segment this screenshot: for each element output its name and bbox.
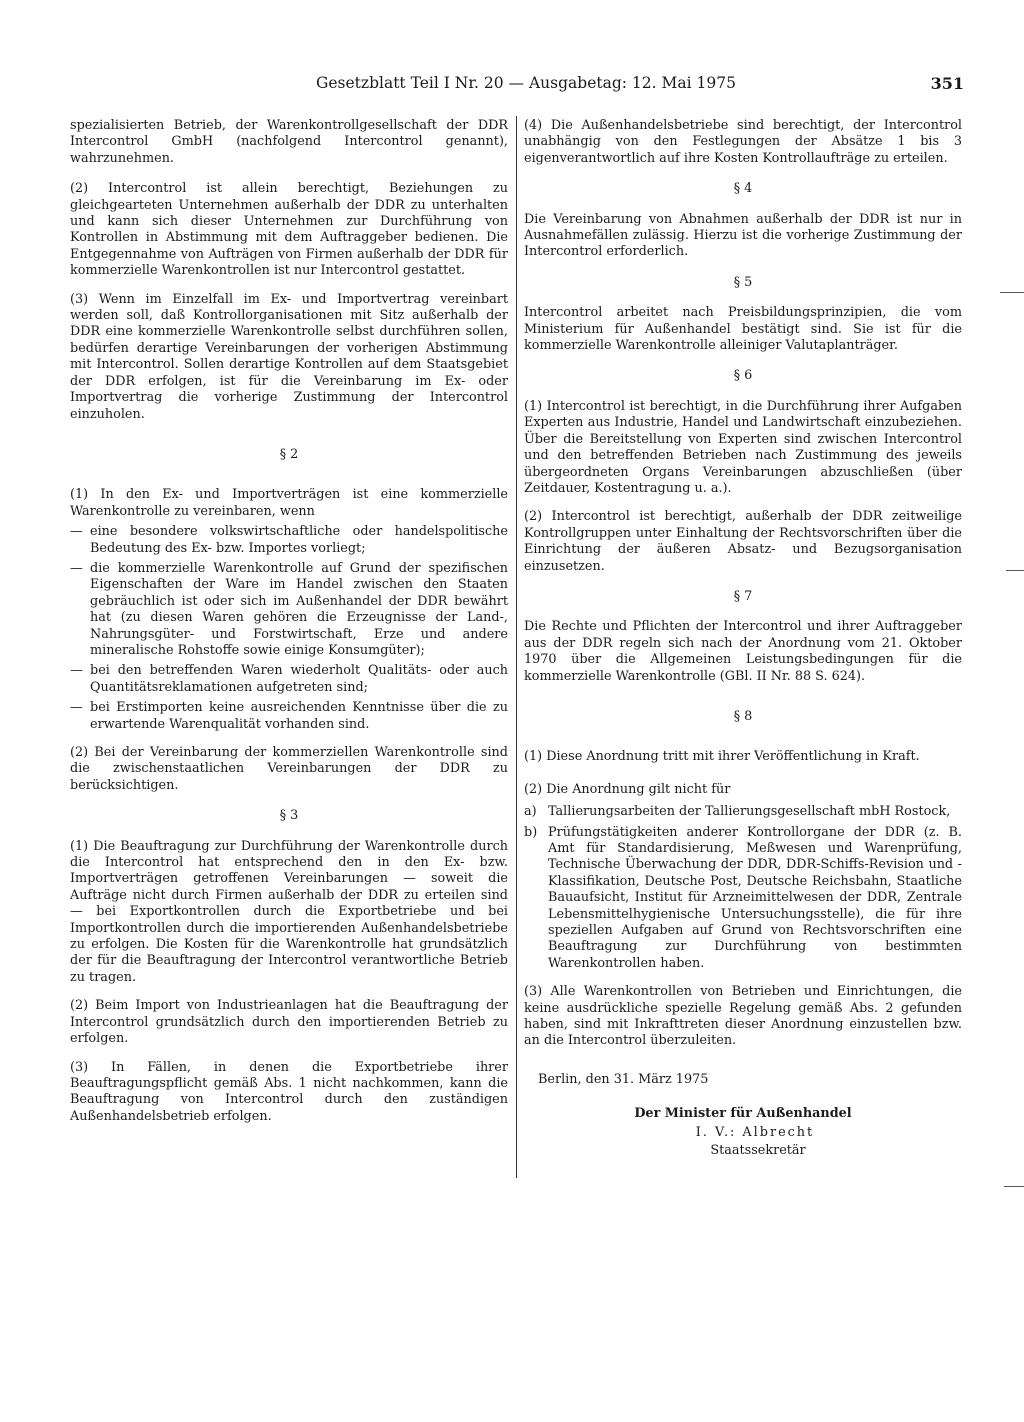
list-item: [70, 700, 508, 733]
section-heading: § 2: [279, 446, 299, 462]
margin-mark: [1006, 570, 1024, 571]
page-header: [60, 74, 964, 98]
list-item: [70, 561, 508, 659]
section-heading: § 4: [733, 181, 753, 197]
paragraph: (2) Bei der Vereinbarung der kommerziellen Warenkontrolle sind die zwischenstaatlichen Vereinbarungen der DDR zu berücksichtigen.: [70, 745, 508, 793]
dash-mark: —: [70, 560, 83, 576]
paragraph: (1) Intercontrol ist berechtigt, in die Durchführung ihrer Aufgaben Experten aus Industrie, Handel und Landwirtschaft einzubeziehen. Über die Bereitstellung von Experten sind zwischen Intercontrol und den betreffenden Betrieben nach Zustimmung des jeweils übergeordneten Organs Vereinbarungen abzuschließen (über Zeitdauer, Kostentragung u. a.).: [524, 398, 962, 496]
list-item-text: eine besondere volkswirtschaftliche oder handelspolitische Bedeutung des Ex- bzw. Importes vorliegt;: [90, 524, 508, 556]
paragraph: (2) Die Anordnung gilt nicht für: [524, 781, 731, 797]
paragraph: (2) Beim Import von Industrieanlagen hat die Beauftragung der Intercontrol grundsätzlich durch den importierenden Betrieb zu erfolgen.: [70, 998, 508, 1047]
paragraph: (3) Alle Warenkontrollen von Betrieben und Einrichtungen, die keine ausdrückliche spezielle Regelung gemäß Abs. 2 gefunden haben, sind mit Inkrafttreten dieser Anordnung einzustellen bzw. an die Intercontrol überzuleiten.: [524, 984, 962, 1049]
list-item-text: Tallierungsarbeiten der Tallierungsgesellschaft mbH Rostock,: [548, 804, 951, 820]
dash-mark: —: [70, 663, 83, 679]
dash-mark: —: [70, 524, 83, 540]
paragraph: (3) Wenn im Einzelfall im Ex- und Importvertrag vereinbart werden soll, daß Kontrollorganisationen mit Sitz außerhalb der DDR eine kommerzielle Warenkontrolle selbst durchführen sollen, bedürfen derartige Vereinbarungen der vorherigen Abstimmung mit Intercontrol. Sollen derartige Kontrollen auf dem Staatsgebiet der DDR erfolgen, ist für die Vereinbarung im Ex- oder Importvertrag die vorherige Zustimmung der Intercontrol einzuholen.: [70, 291, 508, 422]
paragraph: (1) In den Ex- und Importverträgen ist eine kommerzielle Warenkontrolle zu vereinbaren, wenn: [70, 487, 508, 519]
list-item: [524, 804, 962, 820]
section-heading: § 6: [733, 368, 753, 384]
signer-name: I. V.: Albrecht: [695, 1124, 815, 1140]
margin-mark: [1004, 1186, 1024, 1187]
paragraph: spezialisierten Betrieb, der Warenkontrollgesellschaft der DDR Intercontrol GmbH (nachfolgend Intercontrol genannt), wahrzunehmen.: [70, 118, 508, 166]
list-item: [70, 663, 508, 696]
list-item: [524, 825, 962, 973]
paragraph: Intercontrol arbeitet nach Preisbildungsprinzipien, die vom Ministerium für Außenhandel bestätigt sind. Sie ist für die kommerzielle Warenkontrolle alleiniger Valutaplanträger.: [524, 305, 962, 354]
paragraph: (2) Intercontrol ist allein berechtigt, Beziehungen zu gleichgearteten Unternehmen außerhalb der DDR zu unterhalten und kann sich dieser Unternehmen zur Durchführung von Kontrollen in Abstimmung mit dem Auftraggeber bedienen. Die Entgegennahme von Aufträgen von Firmen außerhalb der DDR für kommerzielle Warenkontrollen ist nur Intercontrol gestattet.: [70, 181, 508, 279]
paragraph: (3) In Fällen, in denen die Exportbetriebe ihrer Beauftragungspflicht gemäß Abs. 1 nicht nachkommen, kann die Beauftragung von Intercontrol durch den zuständigen Außenhandelsbetrieb erfolgen.: [70, 1059, 508, 1124]
list-item: [70, 524, 508, 557]
list-item-text: bei den betreffenden Waren wiederholt Qualitäts- oder auch Quantitätsreklamationen aufgetreten sind;: [90, 663, 508, 695]
paragraph: Die Rechte und Pflichten der Intercontrol und ihrer Auftraggeber aus der DDR regeln sich nach der Anordnung vom 21. Oktober 1970 über die Allgemeinen Leistungsbedingungen für die kommerzielle Warenkontrolle (GBl. II Nr. 88 S. 624).: [524, 619, 962, 684]
list-item-marker: a): [524, 804, 537, 820]
right-column: [524, 118, 962, 1160]
section-heading: § 5: [733, 274, 753, 290]
paragraph: Die Vereinbarung von Abnahmen außerhalb der DDR ist nur in Ausnahmefällen zulässig. Hierzu ist die vorherige Zustimmung der Intercontrol erforderlich.: [524, 211, 962, 260]
place-date: Berlin, den 31. März 1975: [538, 1071, 709, 1087]
signer-role: Staatssekretär: [710, 1143, 806, 1159]
dash-mark: —: [70, 700, 83, 716]
paragraph: (4) Die Außenhandelsbetriebe sind berechtigt, der Intercontrol unabhängig von den Festlegungen der Absätze 1 bis 3 eigenverantwortlich auf ihre Kosten Kontrollaufträge zu erteilen.: [524, 118, 962, 166]
left-column: [70, 118, 508, 1137]
section-heading: § 7: [733, 588, 753, 604]
list-item-text: bei Erstimporten keine ausreichenden Kenntnisse über die zu erwartende Warenqualität vorhanden sind.: [90, 700, 508, 732]
signer-title: Der Minister für Außenhandel: [634, 1106, 852, 1122]
paragraph: (2) Intercontrol ist berechtigt, außerhalb der DDR zeitweilige Kontrollgruppen unter Einhaltung der Rechtsvorschriften über die Einrichtung der äußeren Absatz- und Bezugsorganisation einzusetzen.: [524, 509, 962, 574]
margin-mark: [1000, 292, 1024, 293]
section-heading: § 3: [279, 808, 299, 824]
paragraph: (1) Diese Anordnung tritt mit ihrer Veröffentlichung in Kraft.: [524, 749, 920, 765]
section-heading: § 8: [733, 708, 753, 724]
header-title: Gesetzblatt Teil I Nr. 20 — Ausgabetag: 12. Mai 1975: [316, 74, 736, 92]
column-divider: [516, 116, 517, 1178]
list-item-text: Prüfungstätigkeiten anderer Kontrollorgane der DDR (z. B. Amt für Standardisierung, Meßwesen und Warenprüfung, Technische Überwachung der DDR, DDR-Schiffs-Revision und -Klassifikation, Deutsche Post, Deutsche Reichsbahn, Staatliche Bauaufsicht, Institut für Arzneimittelwesen der DDR, Zentrale Lebensmittelhygienische Untersuchungsstelle), die für ihre speziellen Aufgaben auf Grund von Rechtsvorschriften eine Beauftragung zur Durchführung von bestimmten Warenkontrollen haben.: [548, 824, 962, 971]
page-number: 351: [930, 74, 964, 93]
paragraph: (1) Die Beauftragung zur Durchführung der Warenkontrolle durch die Intercontrol hat entsprechend den in den Ex- bzw. Importverträgen getroffenen Vereinbarungen — soweit die Aufträge nicht durch Firmen außerhalb der DDR zu erteilen sind — bei Exportkontrollen durch die Exportbetriebe und bei Importkontrollen durch die importierenden Außenhandelsbetriebe zu erfolgen. Die Kosten für die Warenkontrolle hat grundsätzlich der für die Beauftragung der Intercontrol verantwortliche Betrieb zu tragen.: [70, 838, 508, 985]
list-item-text: die kommerzielle Warenkontrolle auf Grund der spezifischen Eigenschaften der Ware im Handel zwischen den Staaten gebräuchlich ist oder sich im Außenhandel der DDR bewährt hat (zu diesen Waren gehören die Erzeugnisse der Land-, Nahrungsgüter- und Forstwirtschaft, Erze und andere mineralische Rohstoffe sowie einige Konsumgüter);: [90, 560, 508, 658]
list-item-marker: b): [524, 824, 538, 840]
